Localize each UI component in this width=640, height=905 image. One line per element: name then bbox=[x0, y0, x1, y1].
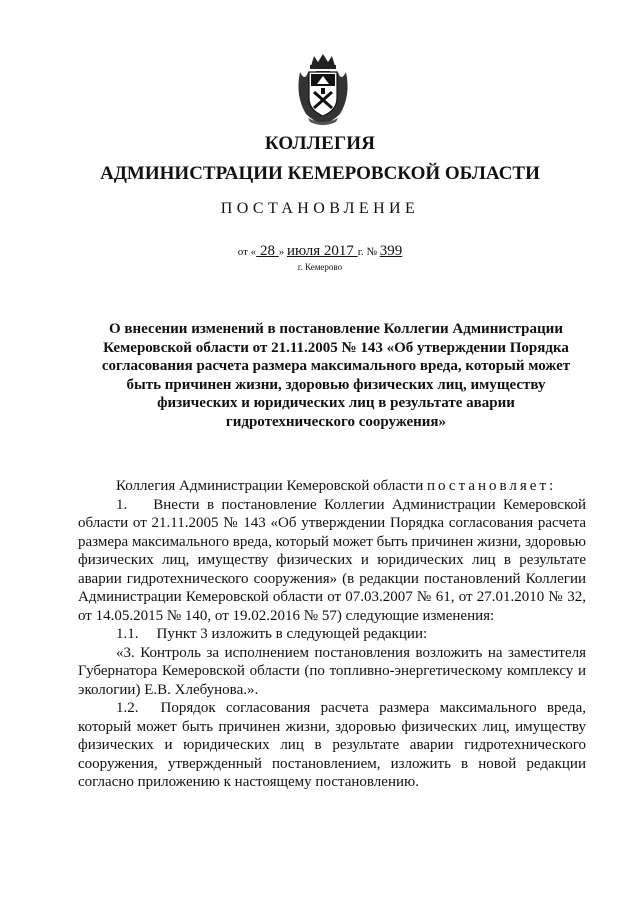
date-suffix: г. № bbox=[357, 246, 380, 258]
document-title: О внесении изменений в постановление Коллегии Администрации Кемеровской области от 21.11.2005 № 143 «Об утверждении Порядка согласования расчета размера максимального вреда, который может быть причинен жизни, здоровью физических лиц, имуществу физических и юридических лиц в результате аварии гидротехнического сооружения» bbox=[101, 321, 571, 430]
coat-of-arms-emblem bbox=[294, 52, 352, 128]
paragraph-1-2-number: 1.2. bbox=[116, 700, 139, 716]
date-month-year: июля 2017 bbox=[286, 243, 358, 259]
date-prefix: от « bbox=[237, 246, 257, 258]
date-day: 28 bbox=[256, 243, 279, 259]
organization-name-line1: КОЛЛЕГИЯ bbox=[264, 133, 376, 154]
intro-paragraph: Коллегия Администрации Кемеровской области постановляет: bbox=[116, 478, 557, 494]
paragraph-1-2: 1.2. Порядок согласования расчета размера максимального вреда, который может быть причинен жизни, здоровью физических лиц, имуществу физических и юридических лиц в результате аварии гидротехнического сооружения, утвержденный постановлением, изложить в новой редакции согласно приложению к настоящему постановлению. bbox=[78, 700, 586, 790]
paragraph-1: 1. Внести в постановление Коллегии Администрации Кемеровской области от 21.11.2005 № 143 «Об утверждении Порядка согласования расчета размера максимального вреда, который может быть причинен жизни, здоровью физических лиц, имуществу физических и юридических лиц в результате аварии гидротехнического сооружения» (в редакции постановлений Коллегии Администрации Кемеровской области от 07.03.2007 № 61, от 27.01.2010 № 32, от 14.05.2015 № 140, от 19.02.2016 № 57) следующие изменения: bbox=[78, 496, 586, 624]
document-type: ПОСТАНОВЛЕНИЕ bbox=[220, 200, 420, 217]
paragraph-1-1-quote: «3. Контроль за исполнением постановления возложить на заместителя Губернатора Кемеровской области (по топливно-энергетическому комплексу и экологии) Е.В. Хлебунова.». bbox=[78, 644, 586, 698]
paragraph-1-1-number: 1.1. bbox=[116, 626, 139, 642]
paragraph-1-1: 1.1. Пункт 3 изложить в следующей редакции: bbox=[116, 626, 428, 642]
document-city: г. Кемерово bbox=[297, 262, 343, 272]
paragraph-1-number: 1. bbox=[116, 496, 128, 513]
resolve-word: постановляет: bbox=[427, 478, 557, 494]
organization-name-line2: АДМИНИСТРАЦИИ КЕМЕРОВСКОЙ ОБЛАСТИ bbox=[100, 163, 540, 184]
document-body bbox=[78, 477, 586, 792]
document-number: 399 bbox=[379, 243, 403, 259]
date-mid: » bbox=[278, 246, 287, 258]
document-date-line bbox=[0, 243, 640, 260]
